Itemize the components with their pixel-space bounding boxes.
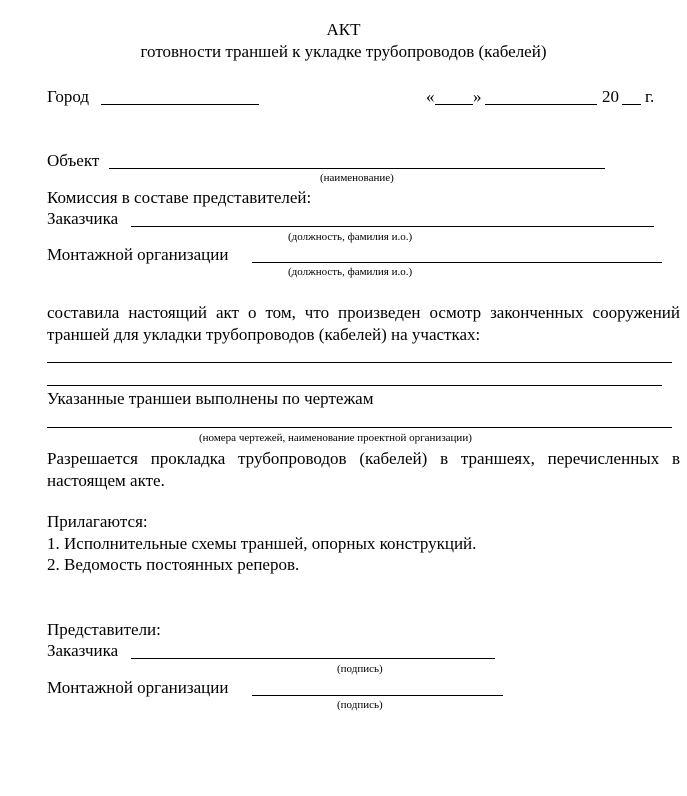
attachment-item-2: 2. Ведомость постоянных реперов. [47,555,300,574]
statement-paragraph: составила настоящий акт о том, что произведен осмотр законченных сооружений траншей для укладки трубопроводов (кабелей) на участках: [47,303,680,344]
sections-field-line-2[interactable] [47,385,662,386]
date-close-quote: » [473,87,482,106]
signature-customer-hint: (подпись) [337,663,383,675]
drawings-field[interactable] [47,427,672,428]
date-year-suffix: г. [645,87,655,106]
document-title: АКТ [326,20,361,39]
object-hint: (наименование) [320,172,394,184]
commission-customer-label: Заказчика [47,209,119,228]
drawings-label: Указанные траншеи выполнены по чертежам [47,389,374,408]
object-label: Объект [47,151,100,170]
date-day-field[interactable] [435,104,473,105]
commission-customer-field[interactable] [131,226,654,227]
signature-customer-field[interactable] [131,658,495,659]
date-month-field[interactable] [485,104,597,105]
commission-customer-hint: (должность, фамилия и.о.) [288,231,413,243]
attachments-title: Прилагаются: [47,512,148,531]
date-year-field[interactable] [622,104,641,105]
document-subtitle: готовности траншей к укладке трубопроводов (кабелей) [140,42,547,61]
signature-customer-label: Заказчика [47,641,119,660]
city-label: Город [47,87,89,106]
object-field[interactable] [109,168,605,169]
commission-installer-label: Монтажной организации [47,245,229,264]
drawings-hint: (номера чертежей, наименование проектной организации) [199,432,472,444]
permission-paragraph: Разрешается прокладка трубопроводов (кабелей) в траншеях, перечисленных в настоящем акте. [47,449,680,490]
commission-installer-hint: (должность, фамилия и.о.) [288,266,413,278]
commission-intro: Комиссия в составе представителей: [47,188,312,207]
date-year-prefix: 20 [602,87,619,106]
date-open-quote: « [426,87,435,106]
city-field[interactable] [101,104,259,105]
sections-field-line-1[interactable] [47,362,672,363]
signature-installer-label: Монтажной организации [47,678,229,697]
attachment-item-1: 1. Исполнительные схемы траншей, опорных конструкций. [47,534,477,553]
signatures-title: Представители: [47,620,161,639]
signature-installer-hint: (подпись) [337,699,383,711]
signature-installer-field[interactable] [252,695,503,696]
commission-installer-field[interactable] [252,262,662,263]
